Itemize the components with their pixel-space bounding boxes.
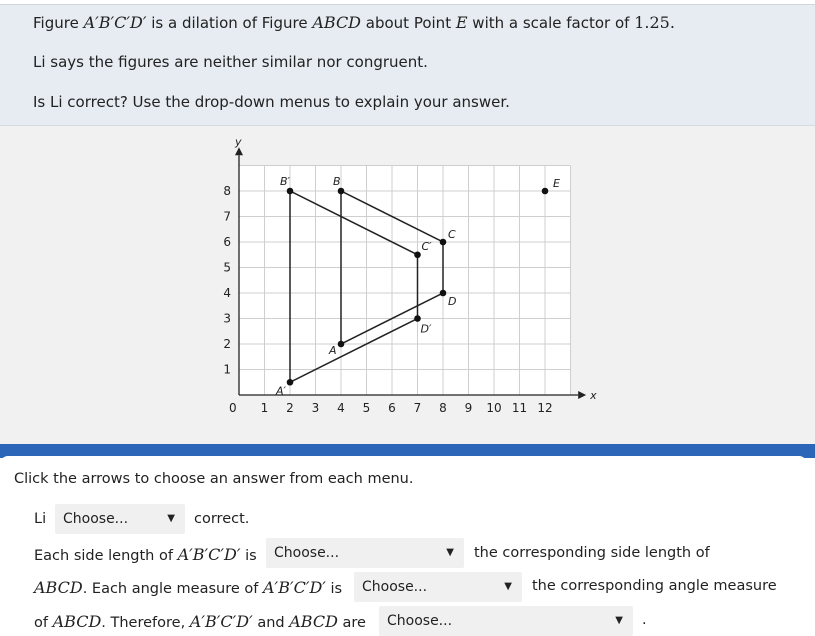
y-tick-label: 2 — [223, 337, 231, 351]
figure-label: A′B′C′D′ — [83, 13, 147, 32]
row3-text — [34, 578, 342, 597]
point-label: E — [455, 13, 468, 32]
row4-of: of — [34, 615, 48, 631]
dropdown-value: Choose... — [274, 545, 340, 561]
prompt-line-3: Is Li correct? Use the drop-down menus to explain your answer. — [33, 93, 510, 111]
dropdown-value: Choose... — [387, 613, 453, 629]
x-tick-label: 4 — [337, 401, 345, 415]
x-tick-label: 12 — [537, 401, 553, 415]
figure-label: ABCD — [289, 612, 338, 631]
prompt-text: with a scale factor of — [467, 14, 635, 32]
prompt-text: about Point — [361, 14, 456, 32]
row2-suffix: the corresponding side length of — [474, 545, 710, 561]
y-tick-label: 6 — [223, 235, 231, 249]
point-dot — [414, 315, 421, 322]
figure-label: ABCD — [52, 612, 102, 631]
point-dot — [440, 239, 447, 246]
answer-panel — [0, 456, 807, 636]
caret-down-icon[interactable]: ▼ — [167, 513, 175, 524]
point-dot — [287, 379, 294, 386]
coordinate-graph — [0, 126, 815, 444]
graph-panel — [0, 126, 815, 444]
figure-label: A′B′C′D′ — [189, 612, 253, 631]
x-tick-label: 3 — [311, 401, 320, 415]
point-label: C — [448, 228, 456, 241]
point-label: A′ — [276, 384, 287, 398]
figure-label: A′B′C′D′ — [177, 545, 241, 564]
caret-down-icon[interactable]: ▼ — [446, 547, 454, 558]
angle-measure-dropdown[interactable] — [354, 572, 522, 602]
point-dot — [440, 290, 447, 297]
point-dot — [287, 188, 294, 195]
x-tick-label: 9 — [464, 401, 473, 415]
dropdown-value: Choose... — [362, 579, 428, 595]
point-label: B′ — [280, 175, 291, 188]
y-tick-label: 3 — [223, 311, 231, 326]
origin-label: 0 — [229, 401, 237, 415]
point-dot — [338, 188, 345, 195]
x-tick-label: 5 — [362, 401, 371, 415]
grid-lines — [239, 166, 571, 396]
similarity-dropdown[interactable] — [379, 606, 633, 636]
row1-suffix: correct. — [194, 511, 250, 527]
y-tick-label: 4 — [223, 286, 231, 300]
y-axis-label: y — [235, 135, 242, 149]
point-label: C′ — [421, 239, 432, 253]
point-label: B — [333, 175, 341, 188]
caret-down-icon[interactable]: ▼ — [615, 615, 623, 626]
prompt-line-1 — [33, 13, 675, 32]
x-tick-label: 6 — [388, 401, 396, 415]
figure-label: A′B′C′D′ — [263, 578, 326, 597]
li-correct-dropdown[interactable] — [55, 504, 185, 534]
row4-are: are — [342, 615, 366, 631]
y-tick-label: 1 — [223, 362, 231, 377]
row2-text — [34, 545, 257, 564]
question-prompt — [0, 4, 815, 126]
x-tick-label: 7 — [413, 401, 422, 415]
row3-is: is — [330, 581, 343, 597]
y-tick-label: 7 — [223, 209, 231, 224]
row2-prefix: Each side length of — [34, 548, 173, 564]
row4-text — [34, 612, 366, 631]
caret-down-icon[interactable]: ▼ — [504, 581, 512, 592]
point-dot — [414, 251, 421, 258]
figure-label: ABCD — [34, 578, 83, 597]
point-label: D — [448, 295, 457, 308]
row1-prefix: Li — [34, 511, 47, 527]
side-length-dropdown[interactable] — [266, 538, 464, 568]
row4-and: and — [257, 615, 285, 631]
prompt-text: is a dilation of Figure — [146, 14, 313, 32]
instruction-text: Click the arrows to choose an answer from each menu. — [14, 471, 414, 487]
prompt-text: Figure — [33, 14, 84, 32]
prompt-line-2: Li says the figures are neither similar nor congruent. — [33, 53, 428, 71]
point-label: A — [329, 344, 337, 357]
point-dot — [542, 188, 549, 195]
x-tick-label: 2 — [286, 401, 294, 415]
x-tick-label: 8 — [439, 401, 447, 415]
row2-is: is — [245, 548, 257, 564]
y-tick-label: 5 — [223, 260, 231, 275]
point-label: D′ — [420, 322, 432, 336]
x-axis-arrow-icon — [578, 391, 586, 399]
x-axis-label: x — [590, 389, 597, 402]
y-tick-label: 8 — [223, 184, 231, 198]
scale-factor: 1.25. — [634, 13, 675, 32]
y-axis-arrow-icon — [235, 147, 243, 155]
grid-background — [239, 166, 571, 396]
row4-mid: . Therefore, — [101, 615, 186, 631]
row3-suffix: the corresponding angle measure — [532, 578, 777, 594]
x-tick-label: 11 — [511, 401, 528, 415]
row4-end: . — [642, 612, 647, 628]
point-label: E — [553, 177, 560, 190]
row3-mid: . Each angle measure of — [82, 581, 259, 597]
dropdown-value: Choose... — [63, 511, 129, 527]
x-tick-label: 1 — [260, 401, 269, 415]
figure-label: ABCD — [312, 13, 362, 32]
x-tick-label: 10 — [486, 401, 502, 415]
point-dot — [338, 341, 345, 348]
